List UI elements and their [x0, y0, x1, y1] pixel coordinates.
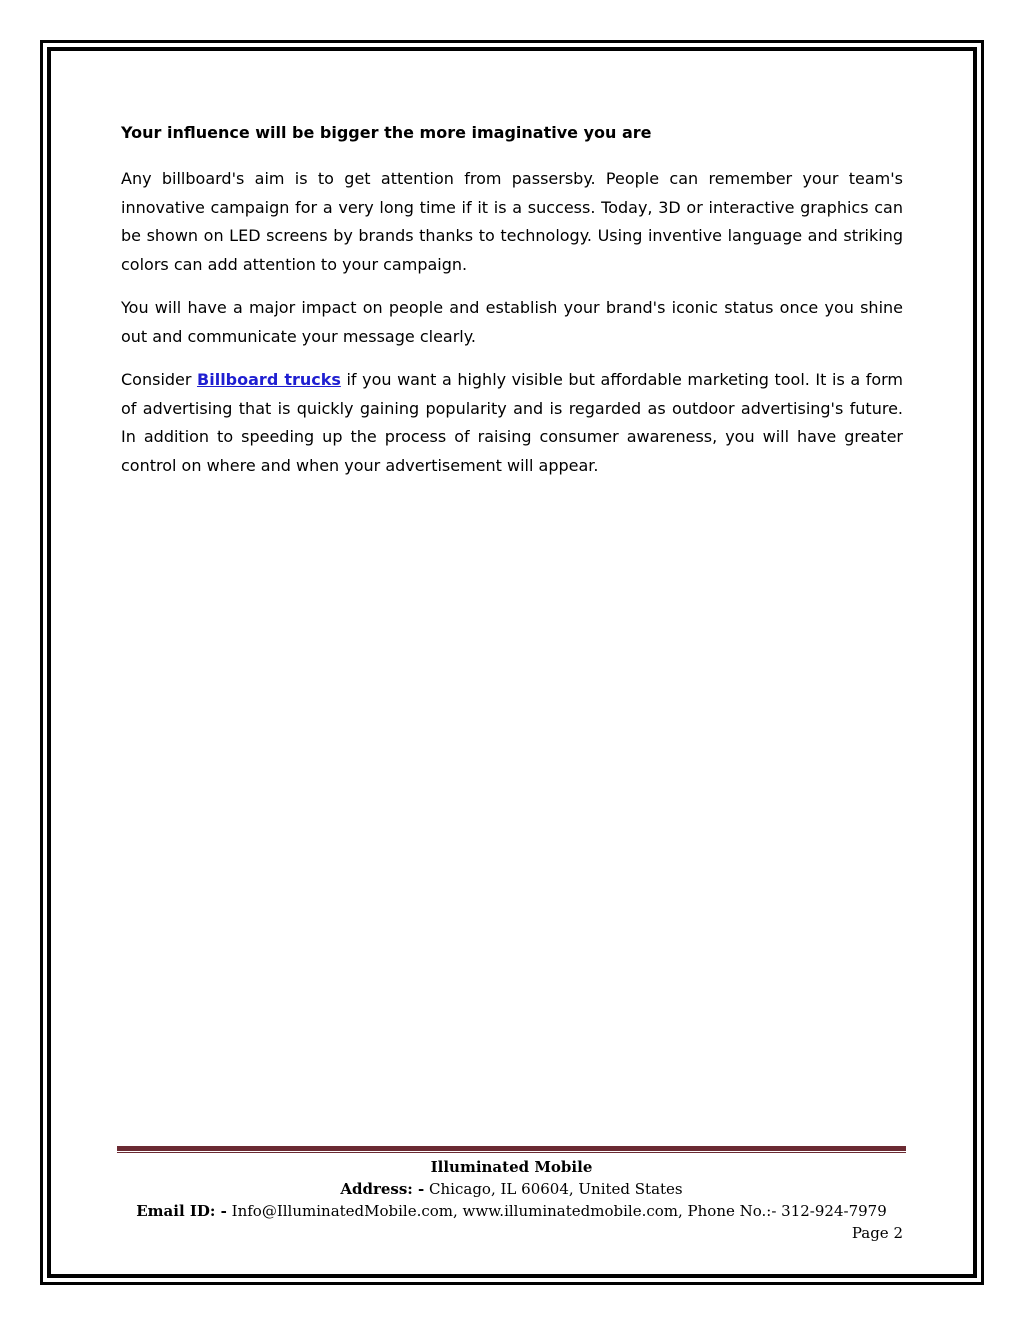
footer-company: Illuminated Mobile: [430, 1158, 593, 1176]
footer-email-label: Email ID: -: [136, 1202, 227, 1220]
footer-address-line: [117, 1178, 906, 1200]
footer-contact: Info@IlluminatedMobile.com, www.illuminatedmobile.com, Phone No.:- 312-924-7979: [226, 1202, 887, 1220]
page-number: Page 2: [851, 1224, 903, 1242]
footer-divider: [117, 1146, 906, 1155]
paragraph-1: Any billboard's aim is to get attention from passersby. People can remember your team's innovative campaign for a very long time if it is a success. Today, 3D or interactive graphics can be shown on LED screens by brands thanks to technology. Using inventive language and striking colors can add attention to your campaign.: [121, 169, 903, 274]
billboard-trucks-link[interactable]: Billboard trucks: [197, 370, 341, 389]
section-heading: Your influence will be bigger the more imaginative you are: [121, 123, 652, 142]
paragraph-3-rest: if you want a highly visible but affordable marketing tool. It is a form of advertising that is quickly gaining popularity and is regarded as outdoor advertising's future. In addition to speeding up the process of raising consumer awareness, you will have greater control on where and when your advertisement will appear.: [121, 370, 904, 475]
page-footer: [117, 1156, 906, 1244]
paragraph-2: You will have a major impact on people and establish your brand's iconic status once you shine out and communicate your message clearly.: [121, 298, 903, 346]
footer-address-label: Address: -: [340, 1180, 425, 1198]
paragraph-3-lead: Consider: [121, 370, 198, 389]
footer-contact-line: [117, 1200, 906, 1222]
document-body: [121, 121, 903, 495]
paragraph-3: [121, 366, 903, 480]
footer-address: Chicago, IL 60604, United States: [424, 1180, 683, 1198]
